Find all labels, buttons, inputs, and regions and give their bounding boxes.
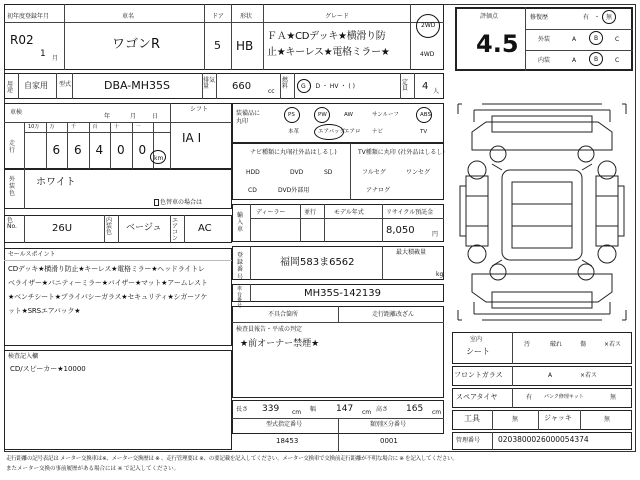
nav-sd: SD bbox=[324, 169, 333, 176]
interior-item-2: 傷 bbox=[580, 341, 587, 348]
height: 165 bbox=[406, 404, 424, 414]
grade-label: グレード bbox=[325, 13, 350, 20]
fuel-label: 燃料 bbox=[282, 77, 289, 90]
km-unit: km bbox=[154, 155, 164, 162]
odo-place-label: 十 bbox=[114, 124, 120, 130]
exterior-c: C bbox=[615, 36, 620, 43]
grade-line1: ＦＡ★CDデッキ★横滑り防 bbox=[267, 31, 386, 42]
equipment-label: 装備品に丸印 bbox=[236, 110, 261, 125]
inspector-text: ★前オーナー禁煙★ bbox=[240, 339, 320, 349]
nav-dvd: DVD bbox=[290, 169, 304, 176]
shift-label: シフト bbox=[190, 106, 209, 113]
length-label: 長さ bbox=[236, 406, 249, 413]
color-label: 外装色 bbox=[9, 176, 16, 198]
interior-item-3: ×若ス bbox=[604, 341, 622, 348]
odo-divider bbox=[89, 122, 90, 169]
color-number: 26U bbox=[52, 223, 73, 234]
odo-place-label: 万 bbox=[49, 124, 55, 130]
sales-line2: ベライザー★バニティーミラー★バイザー★マット★アームレスト bbox=[8, 279, 208, 287]
2wd-label: 2WD bbox=[421, 22, 436, 29]
nav-dvd-ext: DVD外部用 bbox=[278, 187, 310, 194]
inspection-label: 車検 bbox=[10, 109, 23, 116]
equipment-item: ABS bbox=[420, 112, 431, 118]
day-unit: 日 bbox=[152, 113, 159, 120]
length-unit: cm bbox=[292, 409, 302, 416]
equipment-item: TV bbox=[420, 129, 428, 135]
tool: 無 bbox=[512, 416, 519, 423]
height-unit: cm bbox=[432, 409, 442, 416]
recycle-unit: 円 bbox=[432, 231, 439, 238]
sales-line4: ット★SRSエアバック★ bbox=[8, 307, 81, 315]
width-label: 幅 bbox=[310, 406, 317, 413]
shape-label: 形状 bbox=[240, 13, 253, 20]
color-number-label: 色No. bbox=[7, 217, 17, 230]
year-unit: 年 bbox=[104, 113, 111, 120]
interior-b: B bbox=[594, 56, 599, 63]
spare-label: スペアタイヤ bbox=[456, 393, 498, 401]
reason-label: 不具合箇所 bbox=[268, 311, 299, 318]
nav-hdd: HDD bbox=[246, 169, 260, 176]
interior-grade-label: 内装 bbox=[538, 57, 551, 64]
odo-place-label: 千 bbox=[71, 124, 77, 130]
shift: IA I bbox=[182, 131, 202, 145]
repair-label: 修復歴 bbox=[530, 14, 549, 21]
front-glass-extra: ×若ス bbox=[580, 372, 598, 379]
length: 339 bbox=[262, 404, 280, 414]
month-unit-2: 月 bbox=[130, 113, 137, 120]
usage-label: 用途 bbox=[7, 81, 14, 94]
jack: 無 bbox=[604, 416, 611, 423]
odo-digit: 6 bbox=[74, 143, 82, 157]
seats: 4 bbox=[422, 81, 429, 92]
tool-label: 工具 bbox=[464, 414, 480, 423]
nav-hint: (社外品はしるし) bbox=[290, 149, 337, 156]
seat-label: シート bbox=[466, 347, 490, 356]
odo-digit: 0 bbox=[138, 143, 147, 157]
grade-line2: 止★キーレス★電格ミラー★ bbox=[267, 47, 390, 58]
room-label: 室内 bbox=[470, 336, 483, 343]
car-name: ワゴンR bbox=[112, 37, 161, 52]
repair-yes: 有 bbox=[583, 14, 590, 21]
repair-dot: ・ bbox=[594, 14, 601, 21]
plate-label: 登録番号 bbox=[237, 252, 244, 281]
width: 147 bbox=[336, 404, 354, 414]
year-label: 初年度登録年月 bbox=[7, 13, 50, 20]
year-month: 1 bbox=[40, 49, 46, 59]
notes-label: 検査記入欄 bbox=[8, 353, 39, 360]
equipment-item: サンルーフ bbox=[372, 112, 399, 118]
odo-divider bbox=[132, 122, 133, 169]
tv-oneseg: ワンセグ bbox=[406, 169, 431, 176]
usage: 自家用 bbox=[24, 81, 48, 90]
equipment-item: ナビ bbox=[372, 129, 384, 135]
interior-c: C bbox=[615, 57, 620, 64]
category: 0001 bbox=[380, 437, 398, 445]
odo-digit: 6 bbox=[52, 143, 61, 157]
ac: AC bbox=[198, 223, 212, 234]
tv-analog: アナログ bbox=[366, 187, 391, 194]
color-note: 色替車の場合は bbox=[160, 199, 203, 206]
jack-label: ジャッキ bbox=[544, 414, 572, 422]
odo-divider bbox=[110, 122, 111, 169]
exterior-label: 外装 bbox=[538, 36, 551, 43]
interior-color-label: 内装色 bbox=[106, 217, 113, 236]
cc-unit: cc bbox=[268, 88, 275, 95]
fuel-options: G ・ D ・ HV ・ ( ) bbox=[301, 83, 355, 90]
sales-label: セールスポイント bbox=[8, 251, 56, 258]
equipment-item: PS bbox=[288, 112, 295, 118]
color-value: ホワイト bbox=[36, 177, 76, 188]
width-unit: cm bbox=[362, 409, 372, 416]
odo-divider bbox=[67, 122, 68, 169]
odo-place-label: 一 bbox=[135, 124, 141, 130]
odo-digit: 4 bbox=[95, 143, 104, 157]
equipment-item: エアロ bbox=[344, 129, 361, 135]
manage-label: 管理番号 bbox=[456, 437, 481, 444]
dealer-label: ディーラー bbox=[256, 209, 286, 216]
displacement: 660 bbox=[232, 81, 252, 92]
spare-item-1: パンク修理キット bbox=[544, 394, 584, 400]
tv-label: TV種類に丸印 bbox=[358, 149, 396, 156]
sales-line1: CDデッキ★横滑り防止★キーレス★電格ミラー★ヘッドライトレ bbox=[8, 265, 205, 273]
month-unit: 月 bbox=[52, 55, 59, 62]
seats-label: 定員 bbox=[402, 79, 409, 92]
shape: HB bbox=[236, 39, 254, 53]
interior-a: A bbox=[572, 57, 577, 64]
tv-hint: (社外品はしるし) bbox=[398, 149, 445, 156]
4wd-label: 4WD bbox=[420, 51, 435, 58]
repair-no: 無 bbox=[606, 14, 613, 21]
car-name-label: 車名 bbox=[122, 13, 135, 20]
import-label: 輸入車 bbox=[237, 212, 244, 234]
interior-item-1: 破れ bbox=[550, 341, 563, 348]
equipment-item: エアバッグ bbox=[318, 129, 346, 135]
height-label: 高さ bbox=[376, 406, 389, 413]
exterior-a: A bbox=[572, 36, 577, 43]
front-glass: A bbox=[548, 372, 553, 379]
score-value: 4.5 bbox=[476, 30, 519, 58]
doors-label: ドア bbox=[212, 13, 224, 20]
spare-item-0: 有 bbox=[526, 394, 533, 401]
seats-unit: 人 bbox=[433, 88, 440, 95]
parallel-label: 並行 bbox=[304, 209, 317, 216]
odo-side-label: 走行 bbox=[9, 140, 16, 155]
category-label: 類別区分番号 bbox=[370, 421, 407, 428]
inspector-label: 検査員報告・平成の判定 bbox=[236, 326, 303, 333]
odo-place-label: 10万 bbox=[28, 124, 40, 130]
footer-line2: またメーター交換の事前履歴がある場合には ※ で記入してください。 bbox=[6, 466, 180, 472]
doors: 5 bbox=[214, 39, 221, 52]
odo-digit: 0 bbox=[117, 143, 125, 157]
equipment-item: AW bbox=[344, 112, 353, 118]
tv-fullseg: フルセグ bbox=[362, 169, 386, 176]
score-label: 評価点 bbox=[480, 13, 499, 20]
spare-item-2: 無 bbox=[610, 394, 617, 401]
car-damage-diagram bbox=[452, 96, 632, 330]
model-year-label: モデル年式 bbox=[334, 209, 364, 216]
nav-cd: CD bbox=[248, 187, 257, 194]
front-glass-label: フロントガラス bbox=[454, 371, 503, 379]
plate: 福岡583ま6562 bbox=[280, 257, 355, 268]
odo-place-label: 百 bbox=[92, 124, 98, 130]
displacement-label: 排気量 bbox=[203, 77, 216, 90]
nav-label: ナビ種類に丸印 bbox=[250, 149, 293, 156]
model-num: 18453 bbox=[276, 437, 299, 445]
ac-label: エアコン bbox=[172, 217, 179, 242]
equipment-item: 本革 bbox=[288, 129, 300, 135]
chassis-label: 車台番号 bbox=[237, 286, 243, 309]
notes-value: CD/スピーカー★10000 bbox=[10, 365, 86, 373]
capacity-unit: kg bbox=[436, 271, 444, 278]
model-label: 型式 bbox=[59, 81, 72, 88]
interior-item-0: 汚 bbox=[524, 341, 531, 348]
equipment-item: PW bbox=[318, 112, 327, 118]
odo-divider bbox=[46, 122, 47, 169]
chassis: MH35S-142139 bbox=[304, 288, 382, 299]
recycle-amount: 8,050 bbox=[386, 225, 415, 236]
capacity-label: 最大積載量 bbox=[396, 249, 427, 256]
model: DBA-MH35S bbox=[104, 79, 171, 92]
color-note-box bbox=[154, 199, 159, 206]
model-num-label: 型式指定番号 bbox=[266, 421, 303, 428]
footer-line1: 走行距離の記号表記は メーター交換車は※、メーター交換歴は ※ 、走行管理要は ※、の要記載を記入してください。メーター交換車で交換前走行距離が不明な場合に ※ を記入してください。 bbox=[6, 456, 458, 462]
exterior-b: B bbox=[594, 35, 599, 42]
recycle-label: リサイクル預託金 bbox=[386, 209, 434, 216]
interior-color: ベージュ bbox=[126, 223, 162, 233]
manage-num: 0203800026000054374 bbox=[498, 435, 589, 444]
change-label: 走行距離改ざん bbox=[372, 311, 415, 318]
year-era: R02 bbox=[10, 33, 34, 47]
sales-line3: ★ベンチシート★プライバシーガラス★セキュリティ★シガーソケ bbox=[8, 293, 208, 301]
km-circle bbox=[150, 150, 166, 164]
